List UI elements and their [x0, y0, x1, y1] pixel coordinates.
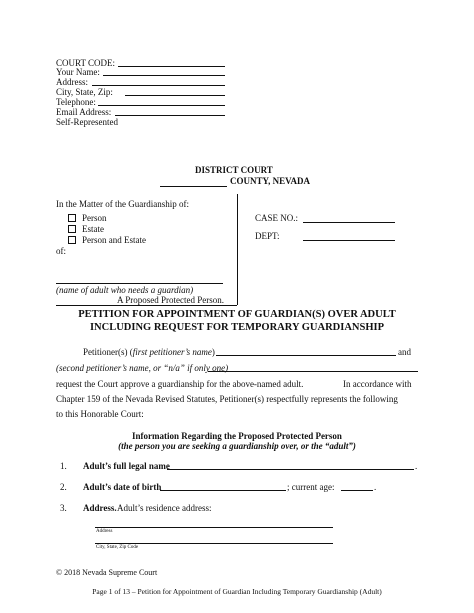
item-2-label: Adult’s date of birth	[83, 482, 162, 492]
dept-line[interactable]	[303, 240, 395, 241]
item-2-number: 2.	[60, 482, 67, 492]
email-line[interactable]	[115, 115, 225, 116]
second-petitioner-line[interactable]	[208, 371, 418, 372]
option-person-label: Person	[82, 213, 107, 223]
option-person-and-estate-label: Person and Estate	[82, 235, 146, 245]
adult-name-hint: (name of adult who needs a guardian)	[56, 285, 194, 295]
city-state-zip-line[interactable]	[125, 95, 225, 96]
matter-text: In the Matter of the Guardianship of:	[56, 199, 189, 209]
petitioner-prefix: Petitioner(s) (	[83, 347, 133, 357]
and-word: and	[398, 347, 411, 357]
option-person-and-estate[interactable]	[68, 235, 146, 246]
item-3-number: 3.	[60, 503, 67, 513]
dept-label: DEPT:	[255, 231, 280, 241]
city-hint: City, State, Zip Code	[96, 545, 139, 550]
address-line[interactable]	[92, 85, 225, 86]
county-blank-line[interactable]	[160, 186, 227, 187]
date-of-birth-line[interactable]	[160, 490, 286, 491]
residence-address-line[interactable]	[95, 527, 333, 528]
caption-bottom-rule	[56, 305, 237, 306]
city-state-zip-label: City, State, Zip:	[56, 87, 113, 97]
court-title: DISTRICT COURT	[195, 165, 273, 175]
petition-title-line2: INCLUDING REQUEST FOR TEMPORARY GUARDIANSHIP	[89, 322, 385, 333]
self-represented-text: Self-Represented	[56, 117, 118, 127]
accordance-text: In accordance with	[343, 379, 412, 389]
page-footer-text: Page 1 of 13 – Petition for Appointment of Guardian Including Temporary Guardianship (Adult)	[92, 587, 382, 596]
protected-person-text: A Proposed Protected Person.	[117, 295, 224, 305]
item-1-number: 1.	[60, 461, 67, 471]
case-no-label: CASE NO.:	[255, 213, 299, 223]
section-heading: Information Regarding the Proposed Protected Person	[132, 431, 342, 441]
option-person[interactable]	[68, 213, 107, 224]
item-1-period: .	[415, 461, 418, 471]
your-name-label: Your Name:	[56, 67, 100, 77]
residence-city-line[interactable]	[95, 543, 333, 544]
option-estate-label: Estate	[82, 224, 104, 234]
item-3-extra: Adult’s residence address:	[117, 503, 212, 513]
case-no-line[interactable]	[303, 222, 395, 223]
caption-divider	[237, 194, 238, 305]
first-petitioner-line[interactable]	[216, 355, 396, 356]
telephone-line[interactable]	[98, 105, 225, 106]
current-age-line[interactable]	[341, 490, 373, 491]
request-text: request the Court approve a guardianship for the above-named adult.	[56, 379, 304, 389]
item-2-period: .	[374, 482, 377, 492]
adult-name-line[interactable]	[56, 283, 223, 284]
county-label: COUNTY, NEVADA	[230, 176, 311, 186]
copyright-text: © 2018 Nevada Supreme Court	[56, 568, 158, 577]
address-hint: Address	[96, 529, 113, 534]
person-and-estate-checkbox[interactable]	[68, 236, 76, 244]
email-label: Email Address:	[56, 107, 112, 117]
item-1-label: Adult’s full legal name	[83, 461, 170, 471]
honorable-court-text: to this Honorable Court:	[56, 409, 144, 419]
petition-title-line1: PETITION FOR APPOINTMENT OF GUARDIAN(S) OVER ADULT	[78, 309, 396, 320]
option-estate[interactable]	[68, 224, 104, 235]
telephone-label: Telephone:	[56, 97, 96, 107]
of-label: of:	[56, 246, 66, 256]
court-code-line[interactable]	[118, 66, 225, 67]
chapter-text: Chapter 159 of the Nevada Revised Statutes, Petitioner(s) respectfully represents the following	[56, 394, 398, 404]
person-checkbox[interactable]	[68, 214, 76, 222]
court-code-label: COURT CODE:	[56, 58, 116, 68]
item-3-label: Address.	[83, 503, 117, 513]
estate-checkbox[interactable]	[68, 225, 76, 233]
section-subheading: (the person you are seeking a guardianship over, or the “adult”)	[118, 441, 356, 451]
second-petitioner-hint: (second petitioner’s name, or “n/a” if only one)	[56, 363, 229, 373]
your-name-line[interactable]	[103, 75, 225, 76]
first-petitioner-hint: first petitioner’s name	[132, 347, 212, 357]
petitioner-line: Petitioner(s) (first petitioner’s name)	[83, 347, 215, 357]
full-legal-name-line[interactable]	[167, 469, 414, 470]
address-label: Address:	[56, 77, 88, 87]
current-age-label: ; current age:	[287, 482, 335, 492]
